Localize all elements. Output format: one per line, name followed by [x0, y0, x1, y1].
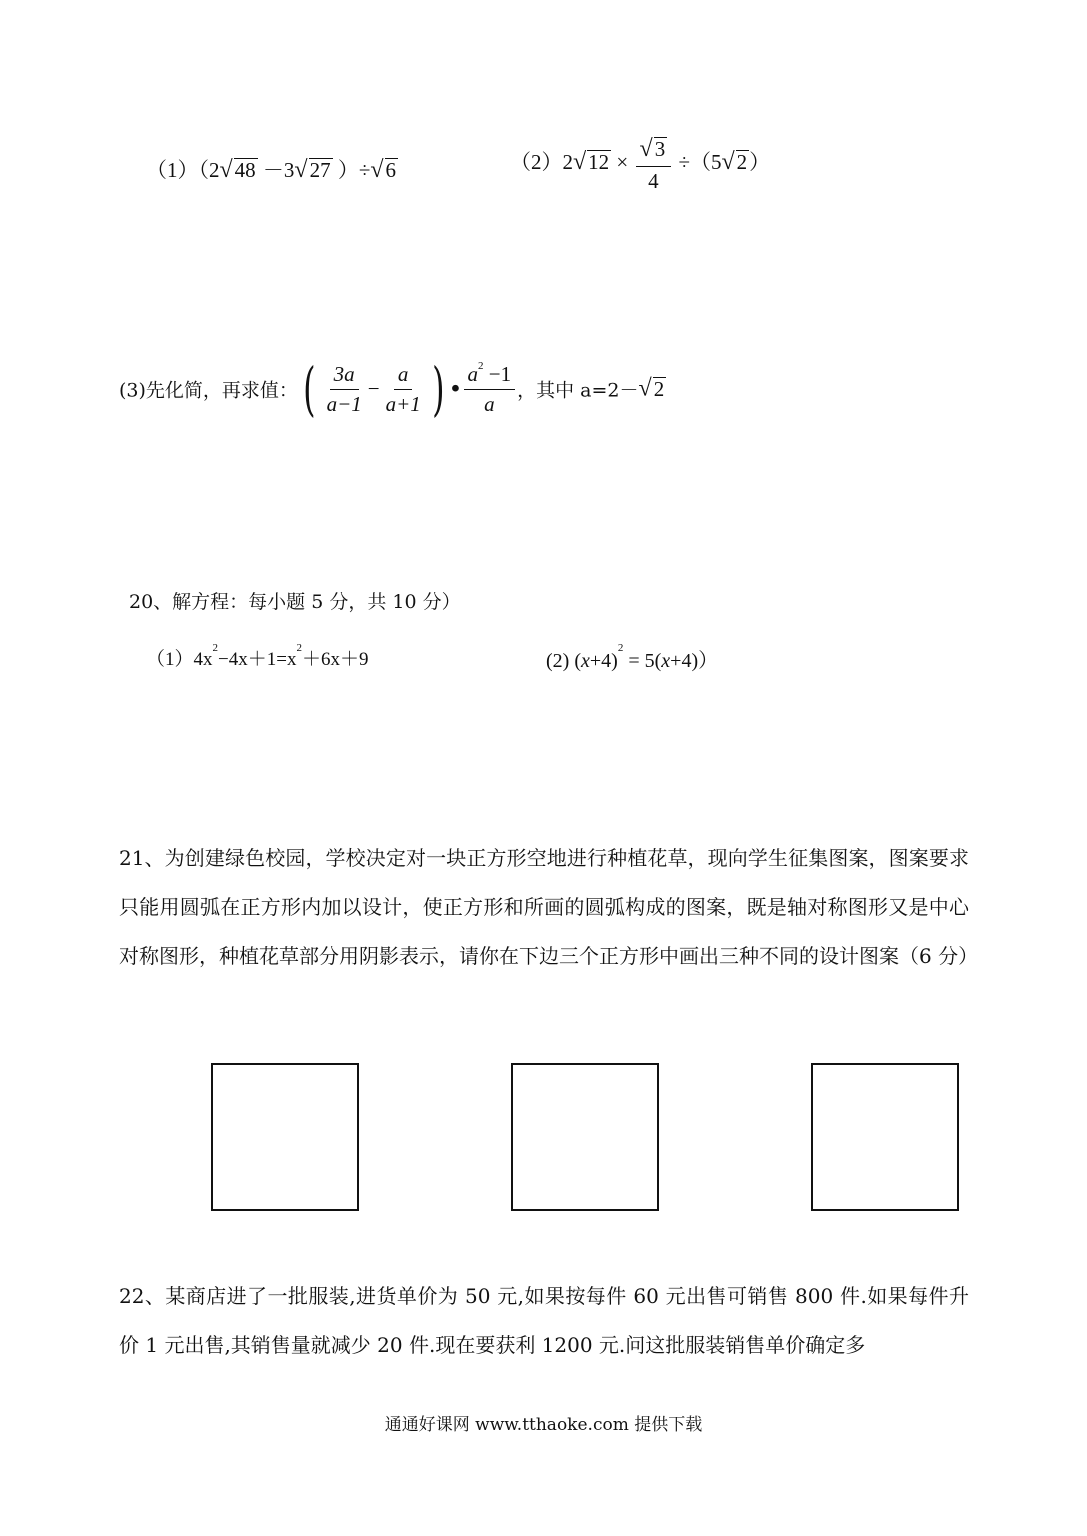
p19-q3-label: (3)先化简，再求值： — [119, 379, 298, 402]
sqrt-symbol: √ — [573, 149, 587, 176]
radicand-2: 2 — [653, 376, 665, 401]
p19-q1-label: （1）（2 — [146, 158, 220, 182]
problem20-part2: (2) $(x+4)^2 = 5(x+4)$） — [546, 642, 719, 672]
fraction-a: $\frac{a}{a+1}$ — [385, 362, 421, 416]
minus-sign: − — [367, 376, 380, 401]
sqrt-symbol: √ — [294, 157, 308, 183]
problem22-text: 22、某商店进了一批服装,进货单价为 50 元,如果按每件 60 元出售可销售 800 件.如果每件升价 1 元出售,其销售量就减少 20 件.现在要获利 1200 元.问这批服装销售单价确定多 — [119, 1284, 969, 1357]
design-square-3[interactable] — [811, 1063, 959, 1211]
radicand-12: 12 — [588, 150, 610, 175]
problem19-part2 — [510, 136, 770, 193]
p19-q1-tail: ）÷ — [337, 158, 371, 182]
p19-q2-label: （2）2 — [510, 150, 573, 175]
sqrt-symbol: √ — [219, 157, 233, 183]
right-paren: ) — [431, 355, 445, 423]
p19-q2-close: ） — [749, 150, 771, 175]
design-square-2[interactable] — [511, 1063, 659, 1211]
sqrt-symbol: √ — [639, 136, 653, 162]
sqrt-symbol: √ — [721, 149, 735, 176]
sqrt-symbol: √ — [638, 375, 652, 402]
problem19-part1 — [146, 154, 398, 184]
p19-q1-mid: －3 — [262, 158, 295, 182]
problem20-part1: $(1)4x^2-4x+1=x^2+6x+9$ — [146, 642, 369, 670]
p19-q2-tail: ÷（5 — [678, 150, 722, 175]
fraction-3a: $\frac{3a}{a-1}$ — [326, 362, 362, 416]
p19-q3-condition: ，其中 a=2－ — [517, 379, 639, 402]
problem19-part3 — [119, 355, 666, 423]
design-square-1[interactable] — [211, 1063, 359, 1211]
radicand-27: 27 — [309, 158, 331, 182]
radicand-3: 3 — [654, 137, 666, 161]
dot-sign: • — [449, 378, 462, 400]
radicand-6: 6 — [385, 158, 397, 182]
problem20-heading: 20、解方程：每小题 5 分，共 10 分） — [129, 591, 461, 613]
problem21-text: 21、为创建绿色校园，学校决定对一块正方形空地进行种植花草，现向学生征集图案，图案要求只能用圆弧在正方形内加以设计，使正方形和所画的圆弧构成的图案，既是轴对称图形又是中心对称图形，种植花草部分用阴影表示，请你在下边三个正方形中画出三种不同的设计图案（6 分） — [119, 846, 979, 968]
radicand-48: 48 — [234, 158, 256, 182]
denominator-4: 4 — [648, 168, 659, 193]
fraction-sqrt3-over-4 — [636, 136, 672, 193]
page-footer: 通通好课网 www.tthaoke.com 提供下载 — [384, 1415, 703, 1435]
times-sign: × — [616, 150, 629, 175]
left-paren: ( — [303, 355, 316, 423]
fraction-a2: $\frac{a^2 -1}{a}$ — [464, 362, 516, 415]
radicand-2: 2 — [736, 150, 748, 175]
sqrt-symbol: √ — [370, 157, 384, 183]
